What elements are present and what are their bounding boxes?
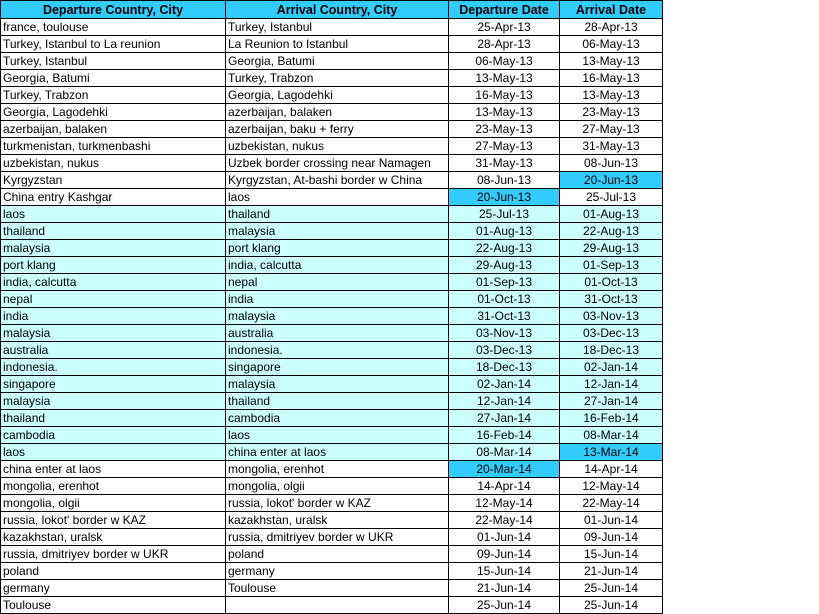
- table-row: [1, 70, 663, 87]
- table-row: [1, 359, 663, 376]
- table-row: [1, 240, 663, 257]
- arrival-date-cell[interactable]: 18-Dec-13: [560, 342, 663, 359]
- arrival-cell[interactable]: uzbekistan, nukus: [226, 138, 449, 155]
- table-row: [1, 121, 663, 138]
- departure-date-cell[interactable]: 22-Aug-13: [449, 240, 560, 257]
- departure-date-cell[interactable]: 12-Jan-14: [449, 393, 560, 410]
- table-row: [1, 19, 663, 36]
- departure-cell[interactable]: Georgia, Lagodehki: [1, 104, 226, 121]
- departure-date-cell[interactable]: 13-May-13: [449, 70, 560, 87]
- table-row: [1, 87, 663, 104]
- table-row: [1, 376, 663, 393]
- departure-cell[interactable]: malaysia: [1, 325, 226, 342]
- table-row: [1, 189, 663, 206]
- table-row: [1, 223, 663, 240]
- arrival-cell[interactable]: laos: [226, 189, 449, 206]
- departure-cell[interactable]: china enter at laos: [1, 461, 226, 478]
- departure-cell[interactable]: poland: [1, 563, 226, 580]
- arrival-cell[interactable]: Toulouse: [226, 580, 449, 597]
- departure-date-cell[interactable]: 25-Apr-13: [449, 19, 560, 36]
- departure-date-cell[interactable]: 01-Sep-13: [449, 274, 560, 291]
- arrival-date-cell[interactable]: 23-May-13: [560, 104, 663, 121]
- arrival-date-cell[interactable]: 02-Jan-14: [560, 359, 663, 376]
- table-row: [1, 53, 663, 70]
- departure-cell[interactable]: france, toulouse: [1, 19, 226, 36]
- departure-cell[interactable]: malaysia: [1, 393, 226, 410]
- departure-cell[interactable]: Georgia, Batumi: [1, 70, 226, 87]
- table-row: [1, 410, 663, 427]
- departure-cell[interactable]: Kyrgyzstan: [1, 172, 226, 189]
- header-arrival-country-city[interactable]: Arrival Country, City: [226, 1, 449, 19]
- table-row: [1, 461, 663, 478]
- arrival-cell[interactable]: kazakhstan, uralsk: [226, 512, 449, 529]
- arrival-date-cell[interactable]: 12-May-14: [560, 478, 663, 495]
- table-row: [1, 342, 663, 359]
- table-row: [1, 597, 663, 614]
- arrival-date-cell[interactable]: 25-Jun-14: [560, 597, 663, 614]
- arrival-cell[interactable]: port klang: [226, 240, 449, 257]
- arrival-cell[interactable]: cambodia: [226, 410, 449, 427]
- arrival-date-cell[interactable]: 01-Sep-13: [560, 257, 663, 274]
- departure-cell[interactable]: thailand: [1, 410, 226, 427]
- table-row: [1, 36, 663, 53]
- departure-cell[interactable]: india, calcutta: [1, 274, 226, 291]
- arrival-date-cell[interactable]: 25-Jul-13: [560, 189, 663, 206]
- header-arrival-date[interactable]: Arrival Date: [560, 1, 663, 19]
- arrival-cell[interactable]: Georgia, Lagodehki: [226, 87, 449, 104]
- arrival-date-cell[interactable]: 13-May-13: [560, 53, 663, 70]
- table-row: [1, 563, 663, 580]
- departure-cell[interactable]: thailand: [1, 223, 226, 240]
- departure-cell[interactable]: russia, dmitriyev border w UKR: [1, 546, 226, 563]
- departure-cell[interactable]: malaysia: [1, 240, 226, 257]
- departure-cell[interactable]: mongolia, erenhot: [1, 478, 226, 495]
- arrival-date-cell[interactable]: 31-Oct-13: [560, 291, 663, 308]
- departure-date-cell[interactable]: 09-Jun-14: [449, 546, 560, 563]
- departure-date-cell[interactable]: 16-Feb-14: [449, 427, 560, 444]
- departure-date-cell[interactable]: 21-Jun-14: [449, 580, 560, 597]
- departure-cell[interactable]: nepal: [1, 291, 226, 308]
- table-row: [1, 444, 663, 461]
- departure-date-cell[interactable]: 08-Jun-13: [449, 172, 560, 189]
- departure-date-cell[interactable]: 31-Oct-13: [449, 308, 560, 325]
- arrival-date-cell[interactable]: 12-Jan-14: [560, 376, 663, 393]
- arrival-cell[interactable]: mongolia, olgii: [226, 478, 449, 495]
- arrival-cell[interactable]: malaysia: [226, 308, 449, 325]
- arrival-cell[interactable]: Turkey, Trabzon: [226, 70, 449, 87]
- header-row: [1, 1, 663, 19]
- departure-cell[interactable]: mongolia, olgii: [1, 495, 226, 512]
- departure-date-cell[interactable]: 12-May-14: [449, 495, 560, 512]
- arrival-cell[interactable]: thailand: [226, 206, 449, 223]
- departure-date-cell[interactable]: 22-May-14: [449, 512, 560, 529]
- departure-cell[interactable]: Turkey, Istanbul: [1, 53, 226, 70]
- table-row: [1, 172, 663, 189]
- arrival-date-cell[interactable]: 13-Mar-14: [560, 444, 663, 461]
- table-row: [1, 427, 663, 444]
- arrival-date-cell[interactable]: 03-Dec-13: [560, 325, 663, 342]
- arrival-date-cell[interactable]: 01-Jun-14: [560, 512, 663, 529]
- arrival-date-cell[interactable]: 31-May-13: [560, 138, 663, 155]
- table-row: [1, 393, 663, 410]
- table-row: [1, 529, 663, 546]
- departure-cell[interactable]: germany: [1, 580, 226, 597]
- arrival-date-cell[interactable]: 25-Jun-14: [560, 580, 663, 597]
- departure-date-cell[interactable]: 03-Dec-13: [449, 342, 560, 359]
- arrival-cell[interactable]: singapore: [226, 359, 449, 376]
- departure-date-cell[interactable]: 15-Jun-14: [449, 563, 560, 580]
- arrival-cell[interactable]: Kyrgyzstan, At-bashi border w China: [226, 172, 449, 189]
- arrival-date-cell[interactable]: 06-May-13: [560, 36, 663, 53]
- arrival-cell[interactable]: malaysia: [226, 376, 449, 393]
- departure-date-cell[interactable]: 14-Apr-14: [449, 478, 560, 495]
- table-row: [1, 580, 663, 597]
- arrival-cell[interactable]: poland: [226, 546, 449, 563]
- arrival-date-cell[interactable]: 22-May-14: [560, 495, 663, 512]
- departure-cell[interactable]: kazakhstan, uralsk: [1, 529, 226, 546]
- arrival-date-cell[interactable]: 01-Oct-13: [560, 274, 663, 291]
- arrival-cell[interactable]: australia: [226, 325, 449, 342]
- departure-cell[interactable]: port klang: [1, 257, 226, 274]
- departure-cell[interactable]: Turkey, Istanbul to La reunion: [1, 36, 226, 53]
- departure-date-cell[interactable]: 23-May-13: [449, 121, 560, 138]
- arrival-cell[interactable]: [226, 597, 449, 614]
- arrival-date-cell[interactable]: 15-Jun-14: [560, 546, 663, 563]
- departure-cell[interactable]: laos: [1, 444, 226, 461]
- arrival-date-cell[interactable]: 29-Aug-13: [560, 240, 663, 257]
- arrival-date-cell[interactable]: 03-Nov-13: [560, 308, 663, 325]
- arrival-cell[interactable]: Georgia, Batumi: [226, 53, 449, 70]
- table-row: [1, 546, 663, 563]
- arrival-cell[interactable]: mongolia, erenhot: [226, 461, 449, 478]
- table-row: [1, 325, 663, 342]
- arrival-cell[interactable]: germany: [226, 563, 449, 580]
- arrival-cell[interactable]: La Reunion to Istanbul: [226, 36, 449, 53]
- arrival-cell[interactable]: malaysia: [226, 223, 449, 240]
- departure-date-cell[interactable]: 25-Jun-14: [449, 597, 560, 614]
- table-row: [1, 495, 663, 512]
- departure-date-cell[interactable]: 25-Jul-13: [449, 206, 560, 223]
- departure-cell[interactable]: uzbekistan, nukus: [1, 155, 226, 172]
- departure-date-cell[interactable]: 18-Dec-13: [449, 359, 560, 376]
- departure-cell[interactable]: indonesia.: [1, 359, 226, 376]
- departure-cell[interactable]: singapore: [1, 376, 226, 393]
- departure-cell[interactable]: india: [1, 308, 226, 325]
- table-row: [1, 478, 663, 495]
- table-row: [1, 155, 663, 172]
- arrival-cell[interactable]: india: [226, 291, 449, 308]
- table-row: [1, 274, 663, 291]
- departure-date-cell[interactable]: 01-Aug-13: [449, 223, 560, 240]
- table-row: [1, 104, 663, 121]
- arrival-cell[interactable]: Uzbek border crossing near Namagen: [226, 155, 449, 172]
- arrival-date-cell[interactable]: 27-Jan-14: [560, 393, 663, 410]
- arrival-date-cell[interactable]: 21-Jun-14: [560, 563, 663, 580]
- departure-cell[interactable]: australia: [1, 342, 226, 359]
- arrival-cell[interactable]: azerbaijan, baku + ferry: [226, 121, 449, 138]
- table-row: [1, 308, 663, 325]
- departure-date-cell[interactable]: 06-May-13: [449, 53, 560, 70]
- arrival-date-cell[interactable]: 09-Jun-14: [560, 529, 663, 546]
- arrival-cell[interactable]: Turkey, Istanbul: [226, 19, 449, 36]
- departure-date-cell[interactable]: 28-Apr-13: [449, 36, 560, 53]
- arrival-date-cell[interactable]: 27-May-13: [560, 121, 663, 138]
- departure-date-cell[interactable]: 27-Jan-14: [449, 410, 560, 427]
- arrival-cell[interactable]: laos: [226, 427, 449, 444]
- arrival-date-cell[interactable]: 28-Apr-13: [560, 19, 663, 36]
- departure-date-cell[interactable]: 20-Mar-14: [449, 461, 560, 478]
- header-departure-date[interactable]: Departure Date: [449, 1, 560, 19]
- arrival-cell[interactable]: russia, lokot' border w KAZ: [226, 495, 449, 512]
- table-body: [1, 19, 663, 614]
- arrival-date-cell[interactable]: 16-May-13: [560, 70, 663, 87]
- departure-date-cell[interactable]: 13-May-13: [449, 104, 560, 121]
- departure-date-cell[interactable]: 01-Jun-14: [449, 529, 560, 546]
- departure-cell[interactable]: Toulouse: [1, 597, 226, 614]
- arrival-cell[interactable]: azerbaijan, balaken: [226, 104, 449, 121]
- arrival-date-cell[interactable]: 20-Jun-13: [560, 172, 663, 189]
- departure-date-cell[interactable]: 16-May-13: [449, 87, 560, 104]
- departure-date-cell[interactable]: 31-May-13: [449, 155, 560, 172]
- arrival-cell[interactable]: india, calcutta: [226, 257, 449, 274]
- departure-date-cell[interactable]: 20-Jun-13: [449, 189, 560, 206]
- departure-date-cell[interactable]: 27-May-13: [449, 138, 560, 155]
- arrival-date-cell[interactable]: 13-May-13: [560, 87, 663, 104]
- departure-cell[interactable]: turkmenistan, turkmenbashi: [1, 138, 226, 155]
- arrival-date-cell[interactable]: 16-Feb-14: [560, 410, 663, 427]
- departure-date-cell[interactable]: 29-Aug-13: [449, 257, 560, 274]
- departure-cell[interactable]: laos: [1, 206, 226, 223]
- departure-date-cell[interactable]: 02-Jan-14: [449, 376, 560, 393]
- table-row: [1, 257, 663, 274]
- arrival-date-cell[interactable]: 08-Jun-13: [560, 155, 663, 172]
- table-row: [1, 512, 663, 529]
- departure-date-cell[interactable]: 01-Oct-13: [449, 291, 560, 308]
- header-departure-country-city[interactable]: Departure Country, City: [1, 1, 226, 19]
- arrival-date-cell[interactable]: 01-Aug-13: [560, 206, 663, 223]
- departure-cell[interactable]: cambodia: [1, 427, 226, 444]
- departure-cell[interactable]: Turkey, Trabzon: [1, 87, 226, 104]
- arrival-date-cell[interactable]: 14-Apr-14: [560, 461, 663, 478]
- departure-date-cell[interactable]: 03-Nov-13: [449, 325, 560, 342]
- arrival-cell[interactable]: russia, dmitriyev border w UKR: [226, 529, 449, 546]
- table-row: [1, 138, 663, 155]
- table-row: [1, 291, 663, 308]
- arrival-date-cell[interactable]: 22-Aug-13: [560, 223, 663, 240]
- arrival-cell[interactable]: indonesia.: [226, 342, 449, 359]
- table-row: [1, 206, 663, 223]
- arrival-cell[interactable]: nepal: [226, 274, 449, 291]
- arrival-cell[interactable]: china enter at laos: [226, 444, 449, 461]
- departure-cell[interactable]: China entry Kashgar: [1, 189, 226, 206]
- arrival-date-cell[interactable]: 08-Mar-14: [560, 427, 663, 444]
- departure-date-cell[interactable]: 08-Mar-14: [449, 444, 560, 461]
- arrival-cell[interactable]: thailand: [226, 393, 449, 410]
- departure-cell[interactable]: azerbaijan, balaken: [1, 121, 226, 138]
- departure-cell[interactable]: russia, lokot' border w KAZ: [1, 512, 226, 529]
